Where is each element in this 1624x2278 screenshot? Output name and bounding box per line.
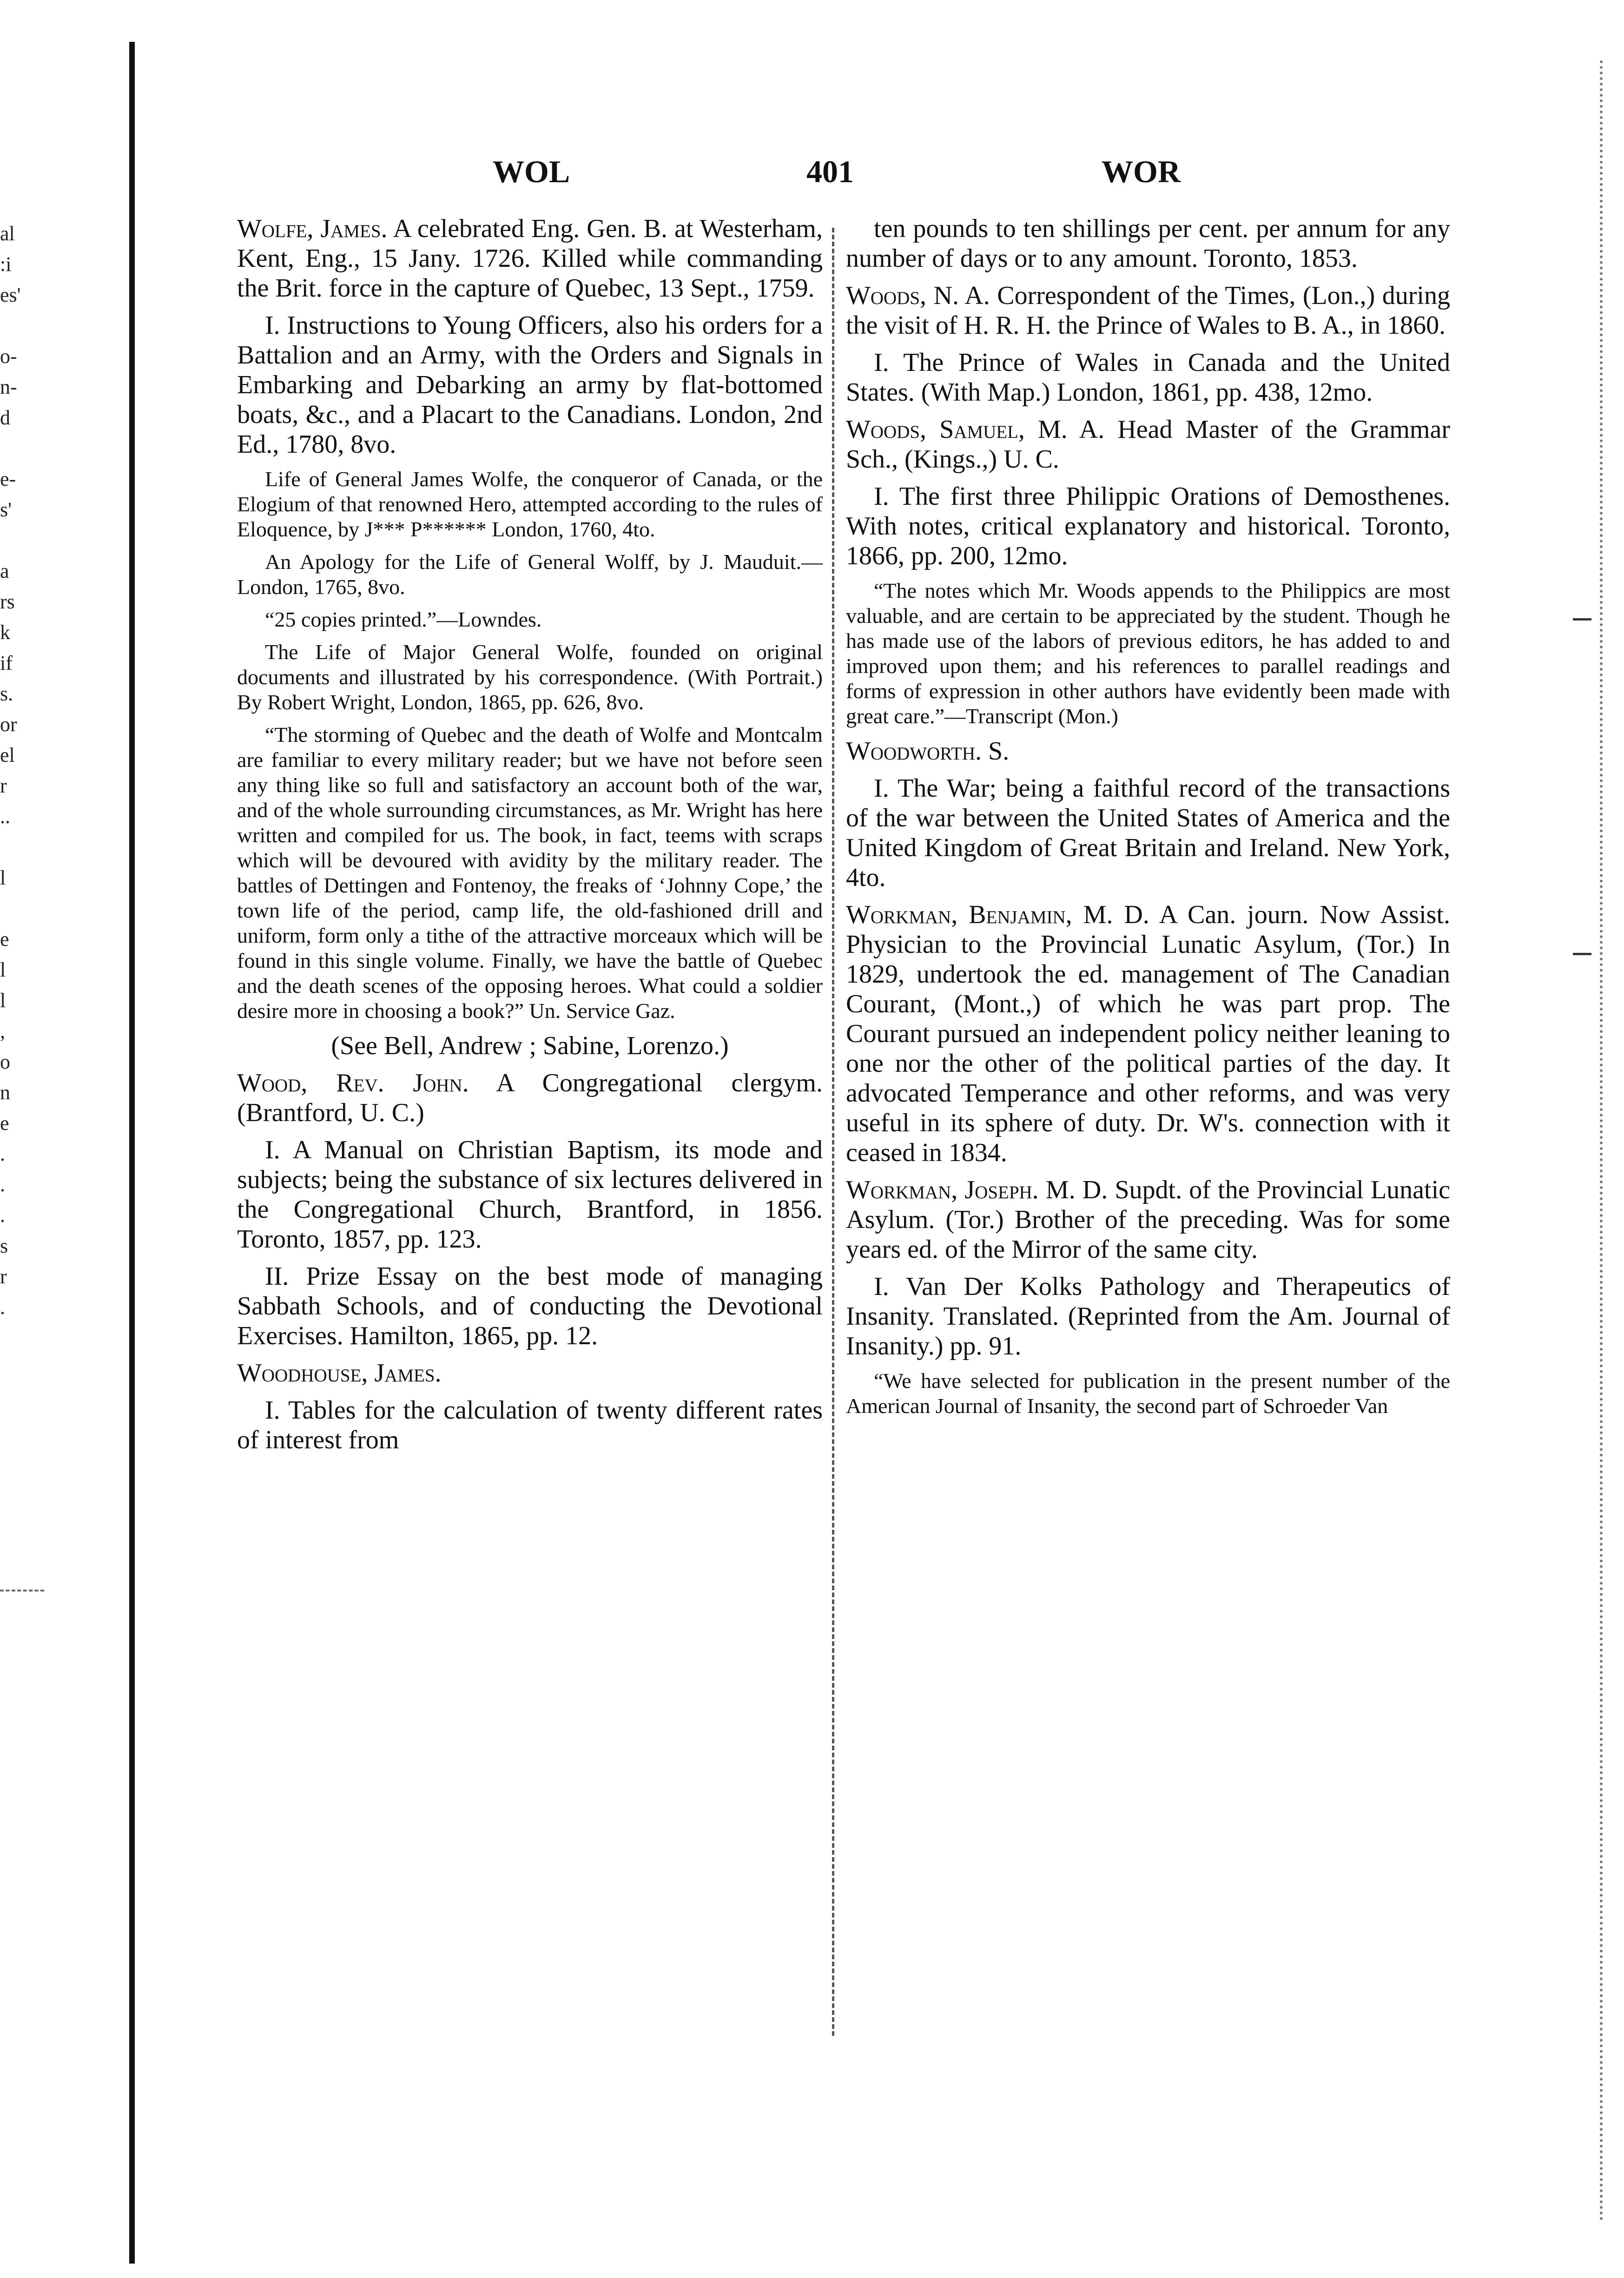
gutter-fragment: . <box>0 1204 5 1227</box>
review-note: The Life of Major General Wolfe, founded on original documents and illustrated by his correspondence. (With Portrait.) By Robert Wright, London, 1865, pp. 626, 8vo. <box>237 640 823 714</box>
page-number: 401 <box>806 154 854 189</box>
work-citation: I. Tables for the calculation of twenty different rates of interest from <box>237 1396 823 1454</box>
gutter-fragment <box>0 433 28 464</box>
review-note: An Apology for the Life of General Wolff, by J. Mauduit.—London, 1765, 8vo. <box>237 550 823 599</box>
left-column <box>237 214 823 1462</box>
cross-reference: (See Bell, Andrew ; Sabine, Lorenzo.) <box>331 1031 729 1060</box>
gutter-fragment: or <box>0 713 17 736</box>
biographical-entry <box>846 900 1450 1168</box>
gutter-fragment: es' <box>0 284 21 306</box>
gutter-fragment <box>0 832 28 863</box>
work-citation: I. Van Der Kolks Pathology and Therapeutics of Insanity. Translated. (Reprinted from the Am. Journal of Insanity.) pp. 91. <box>846 1272 1450 1360</box>
gutter-fragment: l <box>0 958 6 981</box>
entry-headword: Workman, Benjamin, M. D. <box>846 900 1149 929</box>
gutter-fragment: , <box>0 1020 5 1043</box>
biographical-entry <box>846 1175 1450 1264</box>
work-citation: I. Instructions to Young Officers, also his orders for a Battalion and an Army, with the Orders and Signals in Embarking and Debarking an army by flat-bottomed boats, &c., and a Placart to the Canadians. London, 2nd Ed., 1780, 8vo. <box>237 311 823 459</box>
gutter-fragment <box>0 893 28 924</box>
gutter-dash-mark <box>0 1590 44 1591</box>
gutter-fragment: n <box>0 1081 10 1104</box>
entry-description: Correspondent of the Times, (Lon.,) during the visit of H. R. H. the Prince of Wales to B. A., in 1860. <box>846 281 1450 340</box>
gutter-fragment: o <box>0 1050 10 1073</box>
review-note: “The notes which Mr. Woods appends to the Philippics are most valuable, and are certain to be appreciated by the student. Though he has made use of the labors of previous editors, he has added to and improved upon them; and his references to parallel readings and forms of expression in other authors have evidently been made with great care.”—Transcript (Mon.) <box>846 579 1450 728</box>
gutter-fragment: .. <box>0 805 10 828</box>
work-citation: I. The Prince of Wales in Canada and the United States. (With Map.) London, 1861, pp. 438, 12mo. <box>846 348 1450 407</box>
gutter-fragment: . <box>0 1142 5 1165</box>
gutter-fragment: k <box>0 621 10 644</box>
column-divider <box>832 228 834 2036</box>
work-citation: ten pounds to ten shillings per cent. per annum for any number of days or to any amount. Toronto, 1853. <box>846 214 1450 273</box>
gutter-fragment: r <box>0 1265 7 1288</box>
gutter-fragment: . <box>0 1173 5 1196</box>
running-header <box>0 153 1624 200</box>
review-note: “The storming of Quebec and the death of Wolfe and Montcalm are familiar to every military reader; but we have not before seen any thing like so full and satisfactory an account both of the war, and of the whole surrounding circumstances, as Mr. Wright has here written and compiled for us. The book, in fact, teems with scraps which will be devoured with avidity by the military reader. The battles of Dettingen and Fontenoy, the freaks of ‘Johnny Cope,’ the town life of the period, camp life, the old-fashioned drill and uniform, form only a tithe of the attractive morceaux which will be found in this single volume. Finally, we have the battle of Quebec and the death scenes of the opposing heroes. What could a soldier desire more in choosing a book?” Un. Service Gaz. <box>237 723 823 1023</box>
gutter-fragment: e <box>0 1112 9 1135</box>
biographical-entry <box>237 214 823 303</box>
gutter-fragment: l <box>0 866 6 889</box>
binding-rule <box>129 42 135 2264</box>
gutter-fragment: l <box>0 989 6 1012</box>
work-citation: II. Prize Essay on the best mode of managing Sabbath Schools, and of conducting the Devotional Exercises. Hamilton, 1865, pp. 12. <box>237 1262 823 1350</box>
biographical-entry <box>846 281 1450 340</box>
entry-description: A celebrated Eng. Gen. B. at Westerham, Kent, Eng., 15 Jany. 1726. Killed while commanding the Brit. force in the capture of Quebec, 13 Sept., 1759. <box>237 214 823 303</box>
gutter-fragment: r <box>0 774 7 797</box>
review-note: Life of General James Wolfe, the conqueror of Canada, or the Elogium of that renowned Hero, attempted according to the rules of Eloquence, by J*** P****** London, 1760, 4to. <box>237 467 823 541</box>
edge-tick <box>1573 953 1591 955</box>
gutter-fragment: s. <box>0 682 13 705</box>
gutter-fragment: d <box>0 406 10 429</box>
review-note: “We have selected for publication in the present number of the American Journal of Insanity, the second part of Schroeder Van <box>846 1369 1450 1418</box>
gutter-fragment: o- <box>0 345 17 368</box>
header-left-guideword: WOL <box>493 154 570 189</box>
edge-tick <box>1573 618 1591 621</box>
gutter-fragment <box>0 310 28 341</box>
work-citation: I. A Manual on Christian Baptism, its mode and subjects; being the substance of six lectures delivered in the Congregational Church, Brantford, in 1856. Toronto, 1857, pp. 123. <box>237 1136 823 1254</box>
gutter-fragment: al <box>0 222 15 245</box>
work-citation: I. The first three Philippic Orations of Demosthenes. With notes, critical explanatory and historical. Toronto, 1866, pp. 200, 12mo. <box>846 482 1450 570</box>
entry-description: Head Master of the Grammar Sch., (Kings.,) U. C. <box>846 415 1450 474</box>
header-right-guideword: WOR <box>1102 154 1181 189</box>
entry-headword: Workman, Joseph. M. D. <box>846 1175 1108 1204</box>
gutter-fragment: e <box>0 928 9 951</box>
entry-headword: Woods, N. A. <box>846 281 990 310</box>
gutter-fragment: s' <box>0 498 12 521</box>
gutter-fragment: if <box>0 652 13 674</box>
entry-headword: Woods, Samuel, M. A. <box>846 415 1105 444</box>
review-note: “25 copies printed.”—Lowndes. <box>265 607 542 631</box>
gutter-fragment: a <box>0 560 9 582</box>
gutter-fragment: . <box>0 1296 5 1319</box>
gutter-fragment: el <box>0 744 15 766</box>
biographical-entry <box>846 736 1450 766</box>
work-citation: I. The War; being a faithful record of the transactions of the war between the United States of America and the United Kingdom of Great Britain and Ireland. New York, 4to. <box>846 774 1450 892</box>
entry-headword: Wolfe, James. <box>237 214 388 243</box>
entry-description: A Congregational clergym. (Brantford, U. C.) <box>237 1069 823 1127</box>
gutter-fragment: rs <box>0 590 15 613</box>
prev-page-gutter-fragments <box>0 218 28 1323</box>
page-right-edge <box>1600 60 1605 2222</box>
entry-headword: Wood, Rev. John. <box>237 1069 469 1097</box>
gutter-fragment: s <box>0 1235 8 1257</box>
gutter-fragment: e- <box>0 468 16 490</box>
entry-description: Supdt. of the Provincial Lunatic Asylum. (Tor.) Brother of the preceding. Was for some years ed. of the Mirror of the same city. <box>846 1175 1450 1264</box>
biographical-entry <box>846 415 1450 474</box>
entry-headword: Woodhouse, James. <box>237 1359 442 1387</box>
entry-headword: Woodworth. S. <box>846 737 1010 766</box>
gutter-fragment <box>0 525 28 556</box>
right-column <box>846 214 1450 1426</box>
gutter-fragment: :i <box>0 253 12 276</box>
biographical-entry <box>237 1358 823 1388</box>
entry-description: A Can. journ. Now Assist. Physician to the Provincial Lunatic Asylum, (Tor.) In 1829, undertook the ed. management of The Canadian Courant, (Mont.,) of which he was part prop. The Courant pursued an independent policy neither leaning to one nor the other of the political parties of the day. It advocated Temperance and other reforms, and was very useful in its sphere of duty. Dr. W's. connection with it ceased in 1834. <box>846 900 1450 1167</box>
gutter-fragment: n- <box>0 376 17 398</box>
biographical-entry <box>237 1068 823 1128</box>
